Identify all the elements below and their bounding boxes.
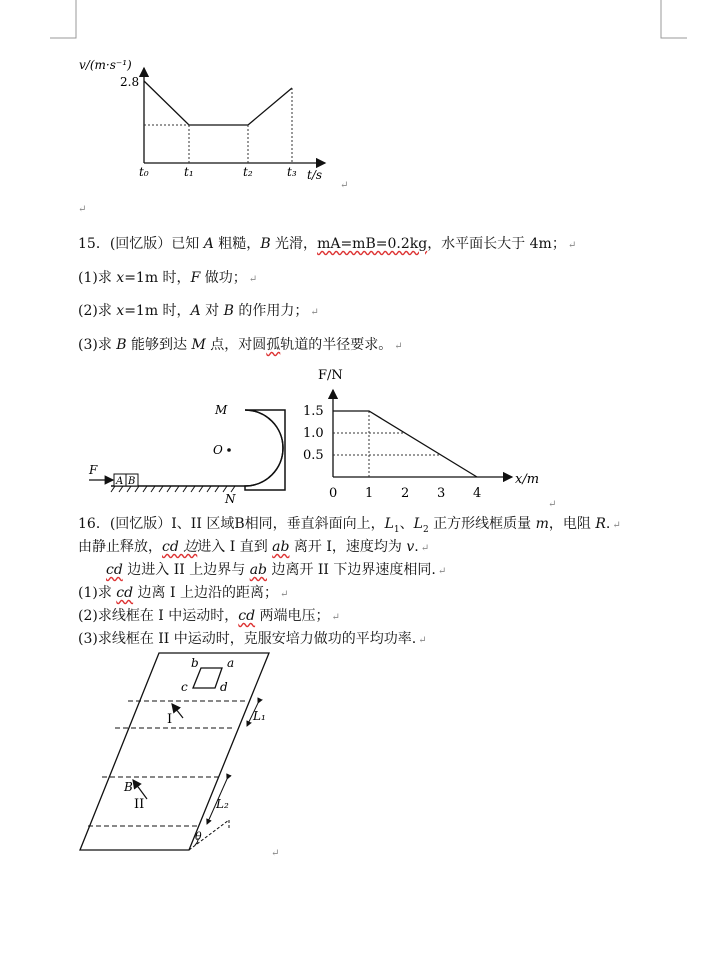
coil-label-b: b bbox=[191, 656, 199, 670]
crop-mark-top-left bbox=[50, 0, 77, 40]
vt-curve bbox=[144, 81, 292, 125]
fx-x-tick: 1 bbox=[365, 486, 374, 501]
paragraph-mark: ↵ bbox=[340, 180, 349, 191]
fx-series-line bbox=[333, 411, 477, 477]
q15-part-3: (3)求 B 能够到达 M 点，对圆孤轨道的半径要求。 ↵ bbox=[78, 337, 403, 353]
fx-graph-svg bbox=[300, 362, 565, 510]
q16-stem-line1: 16．(回忆版）I、II 区域B相同，垂直斜面向上，$L_1$、$L_2$ 正方形线框质量 m，电阻 R. ↵ bbox=[78, 516, 621, 535]
q16-part-2: (2)求线框在 I 中运动时，cd 两端电压； ↵ bbox=[78, 608, 340, 624]
q16-part-1: (1)求 cd 边离 I 上边沿的距离； ↵ bbox=[78, 585, 289, 601]
vt-graph bbox=[75, 55, 360, 195]
q15-part-2: (2)求 x=1m 时，A 对 B 的作用力； ↵ bbox=[78, 303, 319, 319]
vt-y-label: v/(m·s⁻¹) bbox=[79, 58, 132, 72]
paragraph-mark: ↵ bbox=[271, 848, 280, 859]
fx-y-label: F/N bbox=[318, 368, 343, 383]
crop-mark-top-right bbox=[660, 0, 687, 40]
paragraph-mark: ↵ bbox=[78, 204, 87, 215]
label-M: M bbox=[215, 403, 228, 417]
vt-t0: t₀ bbox=[139, 165, 149, 179]
label-L2: L₂ bbox=[216, 797, 229, 811]
vt-x-label: t/s bbox=[307, 168, 323, 182]
fx-y-tick: 0.5 bbox=[303, 448, 324, 463]
q16-part-3: (3)求线框在 II 中运动时，克服安培力做功的平均功率. ↵ bbox=[78, 631, 427, 647]
fx-x-tick: 2 bbox=[401, 486, 410, 501]
track-figure bbox=[85, 398, 295, 508]
fx-graph bbox=[300, 362, 565, 510]
label-O: O bbox=[213, 443, 223, 457]
fx-x-label: x/m bbox=[515, 472, 540, 487]
fx-plot-group bbox=[303, 404, 481, 501]
q15-stem: 15．(回忆版）已知 A 粗糙，B 光滑，mA=mB=0.2kg，水平面长大于 4m； ↵ bbox=[78, 236, 577, 252]
fx-x-tick: 4 bbox=[473, 486, 482, 501]
coil-label-d: d bbox=[220, 680, 228, 694]
q15-mass: mA=mB=0.2kg bbox=[317, 236, 428, 252]
square-coil bbox=[193, 668, 222, 688]
q16-stem-line3: cd 边进入 II 上边界与 ab 边离开 II 下边界速度相同. ↵ bbox=[106, 562, 447, 578]
block-B-label: B bbox=[128, 476, 136, 487]
field-B-label: B bbox=[124, 780, 133, 794]
block-A-label: A bbox=[116, 476, 124, 487]
q16-stem-line2: 由静止释放，cd 边进入 I 直到 ab 离开 I，速度均为 v. ↵ bbox=[78, 539, 430, 555]
label-N: N bbox=[225, 492, 236, 506]
label-F: F bbox=[89, 463, 98, 477]
vt-t3: t₃ bbox=[287, 165, 297, 179]
incline-plane bbox=[80, 653, 269, 850]
coil-label-c: c bbox=[181, 680, 188, 694]
field-arrow-I bbox=[172, 704, 183, 718]
q15-part-1: (1)求 x=1m 时，F 做功； ↵ bbox=[78, 270, 258, 286]
fx-y-tick: 1.5 bbox=[303, 404, 324, 419]
center-dot bbox=[227, 448, 231, 452]
coil-label-a: a bbox=[227, 656, 235, 670]
vt-graph-svg bbox=[75, 55, 360, 195]
vt-t2: t₂ bbox=[243, 165, 253, 179]
vt-y-value: 2.8 bbox=[120, 75, 140, 89]
fx-x-tick: 0 bbox=[329, 486, 338, 501]
vt-t1: t₁ bbox=[184, 165, 194, 179]
fx-x-tick: 3 bbox=[437, 486, 446, 501]
region-I-label: I bbox=[167, 712, 173, 727]
label-L1: L₁ bbox=[253, 709, 266, 723]
incline-figure bbox=[75, 648, 290, 863]
region-II-label: II bbox=[134, 797, 145, 812]
paragraph-mark: ↵ bbox=[548, 499, 557, 510]
semicircle-track bbox=[245, 410, 285, 490]
incline-svg bbox=[75, 648, 290, 863]
label-theta: θ bbox=[195, 830, 202, 843]
fx-y-tick: 1.0 bbox=[303, 426, 324, 441]
track-svg bbox=[85, 398, 295, 508]
